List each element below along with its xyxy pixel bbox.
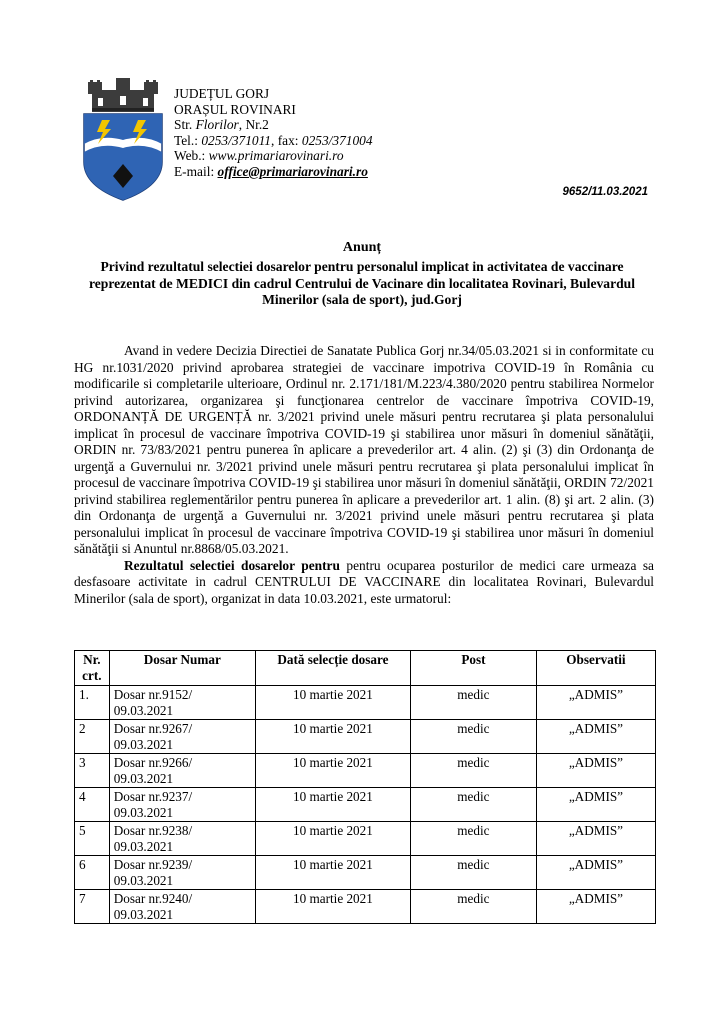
cell-nr: 2	[75, 720, 110, 754]
cell-date: 10 martie 2021	[255, 754, 410, 788]
cell-status: „ADMIS”	[536, 788, 655, 822]
email-link[interactable]: office@primariarovinari.ro	[217, 163, 368, 179]
table-row	[75, 788, 656, 822]
table-row	[75, 822, 656, 856]
announcement-body	[74, 343, 654, 607]
phone-line	[174, 133, 373, 149]
table-row	[75, 686, 656, 720]
cell-post: medic	[410, 822, 536, 856]
cell-date: 10 martie 2021	[255, 720, 410, 754]
table-row	[75, 890, 656, 924]
cell-status: „ADMIS”	[536, 720, 655, 754]
cell-nr: 4	[75, 788, 110, 822]
cell-date: 10 martie 2021	[255, 890, 410, 924]
header-data-selectie: Dată selecție dosare	[255, 651, 410, 686]
web-prefix: Web.:	[174, 148, 209, 164]
cell-nr: 1.	[75, 686, 110, 720]
cell-nr: 3	[75, 754, 110, 788]
table-row	[75, 720, 656, 754]
cell-status: „ADMIS”	[536, 890, 655, 924]
tel-number: 0253/371011	[201, 132, 272, 148]
cell-status: „ADMIS”	[536, 822, 655, 856]
header-observatii: Observatii	[536, 651, 655, 686]
fax-prefix: , fax:	[271, 132, 302, 148]
announcement-subtitle: Privind rezultatul selectiei dosarelor pentru personalul implicat in activitatea de vaccinare reprezentat de MEDICI din cadrul Centrului de Vacinare din localitatea Rovinari, Bulevardul Minerilor (sala de sport), jud.Gorj	[88, 259, 636, 308]
cell-post: medic	[410, 686, 536, 720]
cell-status: „ADMIS”	[536, 856, 655, 890]
cell-date: 10 martie 2021	[255, 788, 410, 822]
cell-date: 10 martie 2021	[255, 686, 410, 720]
street-name: Florilor	[195, 117, 239, 133]
cell-post: medic	[410, 720, 536, 754]
street-prefix: Str.	[174, 117, 196, 133]
table-row	[75, 754, 656, 788]
header-post: Post	[410, 651, 536, 686]
cell-dosar: Dosar nr.9152/ 09.03.2021	[109, 686, 255, 720]
cell-post: medic	[410, 788, 536, 822]
tel-prefix: Tel.:	[174, 132, 202, 148]
cell-nr: 5	[75, 822, 110, 856]
cell-dosar: Dosar nr.9239/ 09.03.2021	[109, 856, 255, 890]
legal-basis-paragraph: Avand in vedere Decizia Directiei de Sanatate Publica Gorj nr.34/05.03.2021 si in conformitate cu HG nr.1031/2020 privind aprobarea strategiei de vaccinare impotriva COVID-19 în România cu modificarile si completarile ulterioare, Ordinul nr. 2.171/181/M.223/4.380/2020 pentru stabilirea Normelor privind autorizarea, organizarea şi funcţionarea centrelor de vaccinare împotriva COVID-19, ORDONANȚĂ DE URGENȚĂ nr. 3/2021 privind unele măsuri pentru recrutarea şi plata personalului implicat în procesul de vaccinare împotriva COVID-19 şi stabilirea unor măsuri în domeniul sănătăţii, ORDIN nr. 73/83/2021 pentru punerea în aplicare a prevederilor art. 4 alin. (2) şi (3) din Ordonanţa de urgenţă a Guvernului nr. 3/2021 privind unele măsuri pentru recrutarea şi plata personalului implicat în procesul de vaccinare împotriva COVID-19 şi stabilirea unor măsuri în domeniul sănătăţii, ORDIN 72/2021 privind stabilirea reglementărilor pentru punerea în aplicare a prevederilor art. 1 alin. (8) şi art. 2 alin. (3) din Ordonanţa de urgenţă a Guvernului nr. 3/2021 privind unele măsuri pentru recrutarea şi plata personalului implicat în procesul de vaccinare împotriva COVID-19 şi stabilirea unor măsuri în domeniul sănătăţii si Anuntul nr.8868/05.03.2021.	[74, 343, 654, 556]
cell-post: medic	[410, 890, 536, 924]
cell-dosar: Dosar nr.9238/ 09.03.2021	[109, 822, 255, 856]
coat-of-arms-icon	[76, 78, 170, 202]
table-header-row	[75, 651, 656, 686]
cell-nr: 6	[75, 856, 110, 890]
address-line	[174, 117, 373, 133]
announcement-title: Anunț	[342, 240, 382, 255]
town-name: ORAȘUL ROVINARI	[174, 101, 296, 117]
cell-nr: 7	[75, 890, 110, 924]
mural-crown	[88, 78, 158, 112]
institution-header	[174, 86, 373, 180]
cell-status: „ADMIS”	[536, 754, 655, 788]
cell-dosar: Dosar nr.9237/ 09.03.2021	[109, 788, 255, 822]
cell-dosar: Dosar nr.9266/ 09.03.2021	[109, 754, 255, 788]
website-link[interactable]: www.primariarovinari.ro	[208, 148, 344, 164]
cell-date: 10 martie 2021	[255, 856, 410, 890]
cell-dosar: Dosar nr.9240/ 09.03.2021	[109, 890, 255, 924]
web-line	[174, 148, 373, 164]
county-name: JUDEȚUL GORJ	[174, 86, 270, 101]
cell-post: medic	[410, 754, 536, 788]
result-intro-text: pentru ocuparea posturilor de medici care urmeaza sa desfasoare activitate in cadrul CENTRULUI DE VACCINARE din localitatea Rovinari, Bulevardul Minerilor (sala de sport), organizat in data 10.03.2021, este urmatorul:	[74, 557, 654, 606]
fax-number: 0253/371004	[301, 132, 373, 148]
header-nr-crt: Nr. crt.	[75, 651, 110, 686]
registration-number: 9652/11.03.2021	[562, 186, 648, 198]
result-intro-bold: Rezultatul selectiei dosarelor pentru	[124, 557, 340, 573]
header-dosar-numar: Dosar Numar	[109, 651, 255, 686]
cell-post: medic	[410, 856, 536, 890]
result-intro-paragraph	[74, 558, 654, 608]
email-line	[174, 164, 373, 180]
cell-date: 10 martie 2021	[255, 822, 410, 856]
email-prefix: E-mail:	[174, 163, 218, 179]
street-number: , Nr.2	[238, 117, 269, 133]
cell-status: „ADMIS”	[536, 686, 655, 720]
results-table	[74, 650, 656, 924]
table-row	[75, 856, 656, 890]
cell-dosar: Dosar nr.9267/ 09.03.2021	[109, 720, 255, 754]
